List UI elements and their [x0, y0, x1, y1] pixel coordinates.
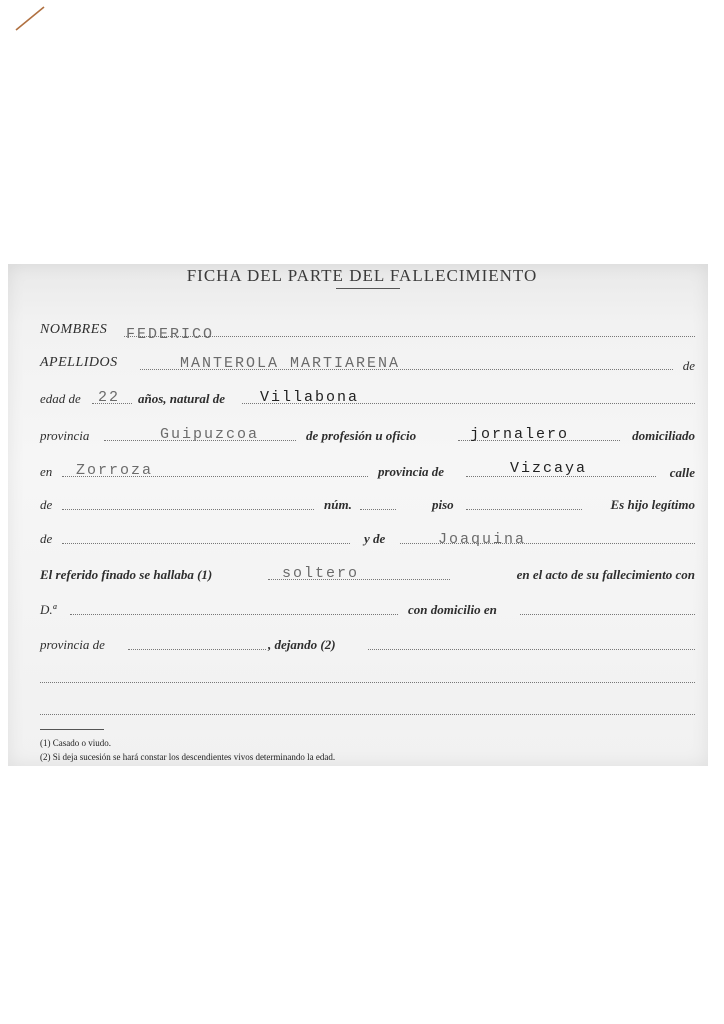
label-edad: edad de: [40, 391, 81, 406]
label-dejando: , dejando (2): [268, 637, 336, 652]
label-y-de: y de: [364, 531, 386, 546]
line-con-domicilio: [520, 614, 695, 615]
line-calle: [62, 509, 314, 510]
label-en: en: [40, 464, 53, 479]
label-natural: años, natural de: [138, 391, 226, 406]
blank-line-2: [40, 704, 695, 720]
line-dejando: [368, 649, 695, 650]
line-dona: [70, 614, 398, 615]
value-provincia-domicilio: Vizcaya: [510, 460, 588, 477]
row-domicilio: [40, 462, 695, 484]
label-en-el-acto: en el acto de su fallecimiento con: [516, 567, 695, 582]
value-apellidos: MANTEROLA MARTIARENA: [180, 355, 401, 372]
label-num: núm.: [324, 497, 352, 512]
label-profesion: de profesión u oficio: [306, 428, 417, 443]
pencil-mark: [14, 4, 48, 32]
footnote-2: (2) Si deja sucesión se hará constar los descendientes vivos determinando la edad.: [40, 752, 336, 762]
value-natural: Villabona: [260, 389, 360, 406]
label-con-domicilio: con domicilio en: [408, 602, 497, 617]
footnote-rule: [40, 729, 104, 730]
footnote-1: (1) Casado o viudo.: [40, 738, 111, 748]
row-apellidos: [40, 355, 695, 377]
row-provincia: [40, 426, 695, 448]
label-provincia: provincia: [40, 428, 90, 443]
form-title: FICHA DEL PARTE DEL FALLECIMIENTO: [186, 266, 538, 285]
line-piso: [466, 509, 582, 510]
row-conyuge: [40, 601, 695, 623]
value-madre: Joaquina: [438, 531, 527, 548]
value-nombres: FEDERICO: [126, 326, 215, 343]
label-provincia-de: provincia de: [378, 464, 445, 479]
line-provincia-2: [128, 649, 266, 650]
label-de-end: de: [682, 358, 695, 373]
row-dejando: [40, 636, 695, 658]
line-blank-1: [40, 682, 695, 683]
value-estado: soltero: [282, 565, 360, 582]
label-piso: piso: [432, 497, 454, 512]
label-dona: D.ª: [40, 602, 57, 617]
label-domiciliado: domiciliado: [632, 428, 695, 443]
label-de-padre: de: [40, 531, 53, 546]
row-padres: [40, 531, 695, 553]
label-es-hijo: Es hijo legítimo: [610, 497, 695, 512]
row-edad: [40, 389, 695, 411]
line-padre: [62, 543, 350, 544]
label-calle: calle: [669, 465, 695, 480]
label-nombres: NOMBRES: [40, 322, 108, 337]
label-referido: El referido finado se hallaba (1): [40, 567, 213, 582]
value-edad: 22: [98, 389, 121, 406]
value-provincia: Guipuzcoa: [160, 426, 260, 443]
row-nombres: [40, 322, 695, 344]
line-num: [360, 509, 396, 510]
line-blank-2: [40, 714, 695, 715]
title-underline: [336, 288, 400, 289]
blank-line-1: [40, 672, 695, 688]
row-estado: [40, 566, 695, 588]
label-apellidos: APELLIDOS: [40, 355, 118, 370]
label-de: de: [40, 497, 53, 512]
value-profesion: jornalero: [470, 426, 570, 443]
label-provincia-de-2: provincia de: [40, 637, 105, 652]
row-calle: [40, 497, 695, 519]
value-domicilio-en: Zorroza: [76, 462, 154, 479]
